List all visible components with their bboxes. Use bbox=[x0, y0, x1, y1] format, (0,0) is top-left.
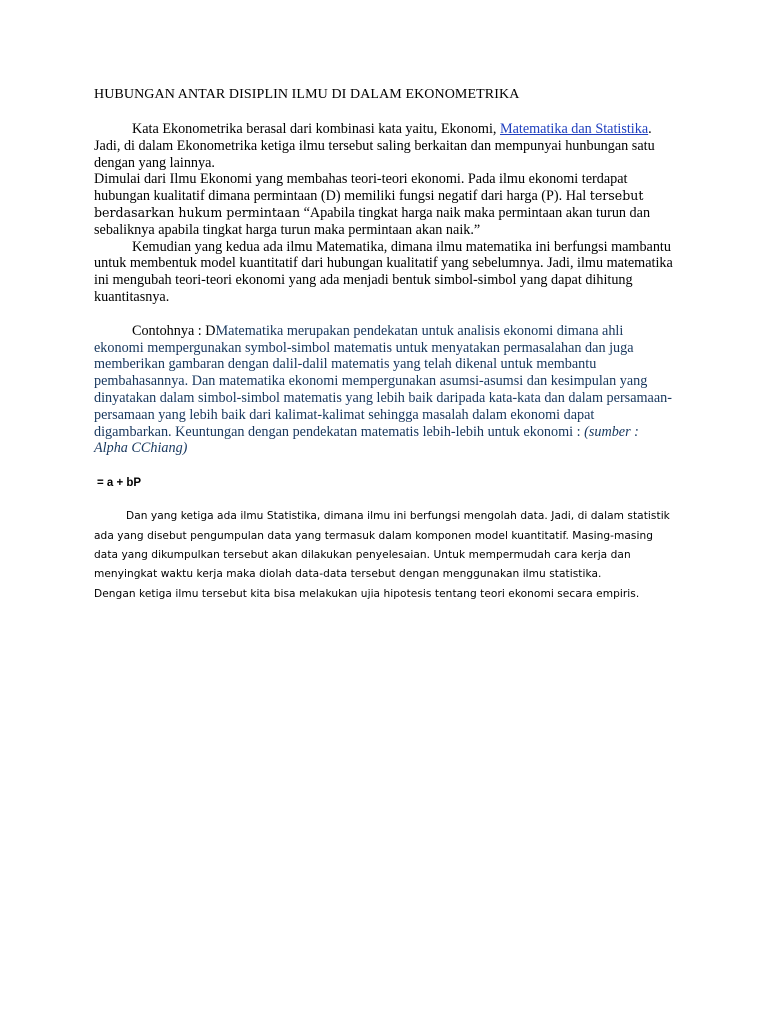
paragraph-matematika: Kemudian yang kedua ada ilmu Matematika, dimana ilmu matematika ini berfungsi mambantu untuk membentuk model kuantitatif dari hubungan kualitatif yang sebelumnya. Jadi, ilmu matematika ini mengubah teori-teori ekonomi yang ada menjadi bentuk simbol-simbol yang dapat dihitung kuantitasnya. bbox=[94, 238, 673, 305]
document-page bbox=[94, 86, 674, 604]
contoh-label: Contohnya : D bbox=[132, 322, 216, 339]
paragraph-contoh bbox=[94, 323, 674, 457]
paragraph-statistika: Dan yang ketiga ada ilmu Statistika, dimana ilmu ini berfungsi mengolah data. Jadi, di dalam statistik ada yang disebut pengumpulan data yang termasuk dalam komponen model kuantitatif. Masing-masing data yang dikumpulkan tersebut akan dilakukan penyelesaian. Untuk mempermudah cara kerja dan menyingkat waktu kerja maka diolah data-data tersebut dengan menggunakan ilmu statistika. bbox=[94, 510, 670, 581]
link-matematika-statistika[interactable]: Matematika dan Statistika bbox=[499, 121, 649, 137]
paragraph-kesimpulan: Dengan ketiga ilmu tersebut kita bisa melakukan ujia hipotesis tentang teori ekonomi secara empiris. bbox=[94, 587, 640, 600]
quote-text: Matematika merupakan pendekatan untuk analisis ekonomi dimana ahli ekonomi mempergunakan symbol-simbol matematis untuk menyatakan permasalahan dan juga memberikan gambaran dengan dalil-dalil matematis yang telah dikenal untuk membantu pembahasannya. Dan matematika ekonomi mempergunakan asumsi-asumsi dan kesimpulan yang dinyatakan dalam simbol-simbol matematis yang lebih baik daripada kata-kata dan dalam persamaan-persamaan yang lebih baik dari kalimat-kalimat sehingga masalah dalam ekonomi dapat digambarkan. Keuntungan dengan pendekatan matematis lebih-lebih untuk ekonomi : bbox=[94, 322, 672, 440]
quote-source: (sumber : Alpha CChiang) bbox=[94, 423, 639, 457]
paragraph-ekonomi: Dimulai dari Ilmu Ekonomi yang membahas teori-teori ekonomi. Pada ilmu ekonomi terdapat hubungan kualitatif dimana permintaan (D) memiliki fungsi negatif dari harga (P). Hal tersebut berdasarkan hukum permintaan “Apabila tingkat harga naik maka permintaan akan turun dan sebaliknya apabila tingkat harga turun maka permintaan akan naik.” bbox=[94, 171, 651, 238]
statistics-section bbox=[94, 507, 674, 604]
formula: = a + bP bbox=[97, 477, 142, 490]
document-title: HUBUNGAN ANTAR DISIPLIN ILMU DI DALAM EKONOMETRIKA bbox=[94, 87, 520, 102]
paragraph-intro: Kata Ekonometrika berasal dari kombinasi kata yaitu, Ekonomi, Matematika dan Statistika. Jadi, di dalam Ekonometrika ketiga ilmu tersebut saling berkaitan dan mempunyai hunbungan satu dengan yang lainnya. bbox=[94, 121, 655, 171]
spacer bbox=[94, 306, 674, 323]
